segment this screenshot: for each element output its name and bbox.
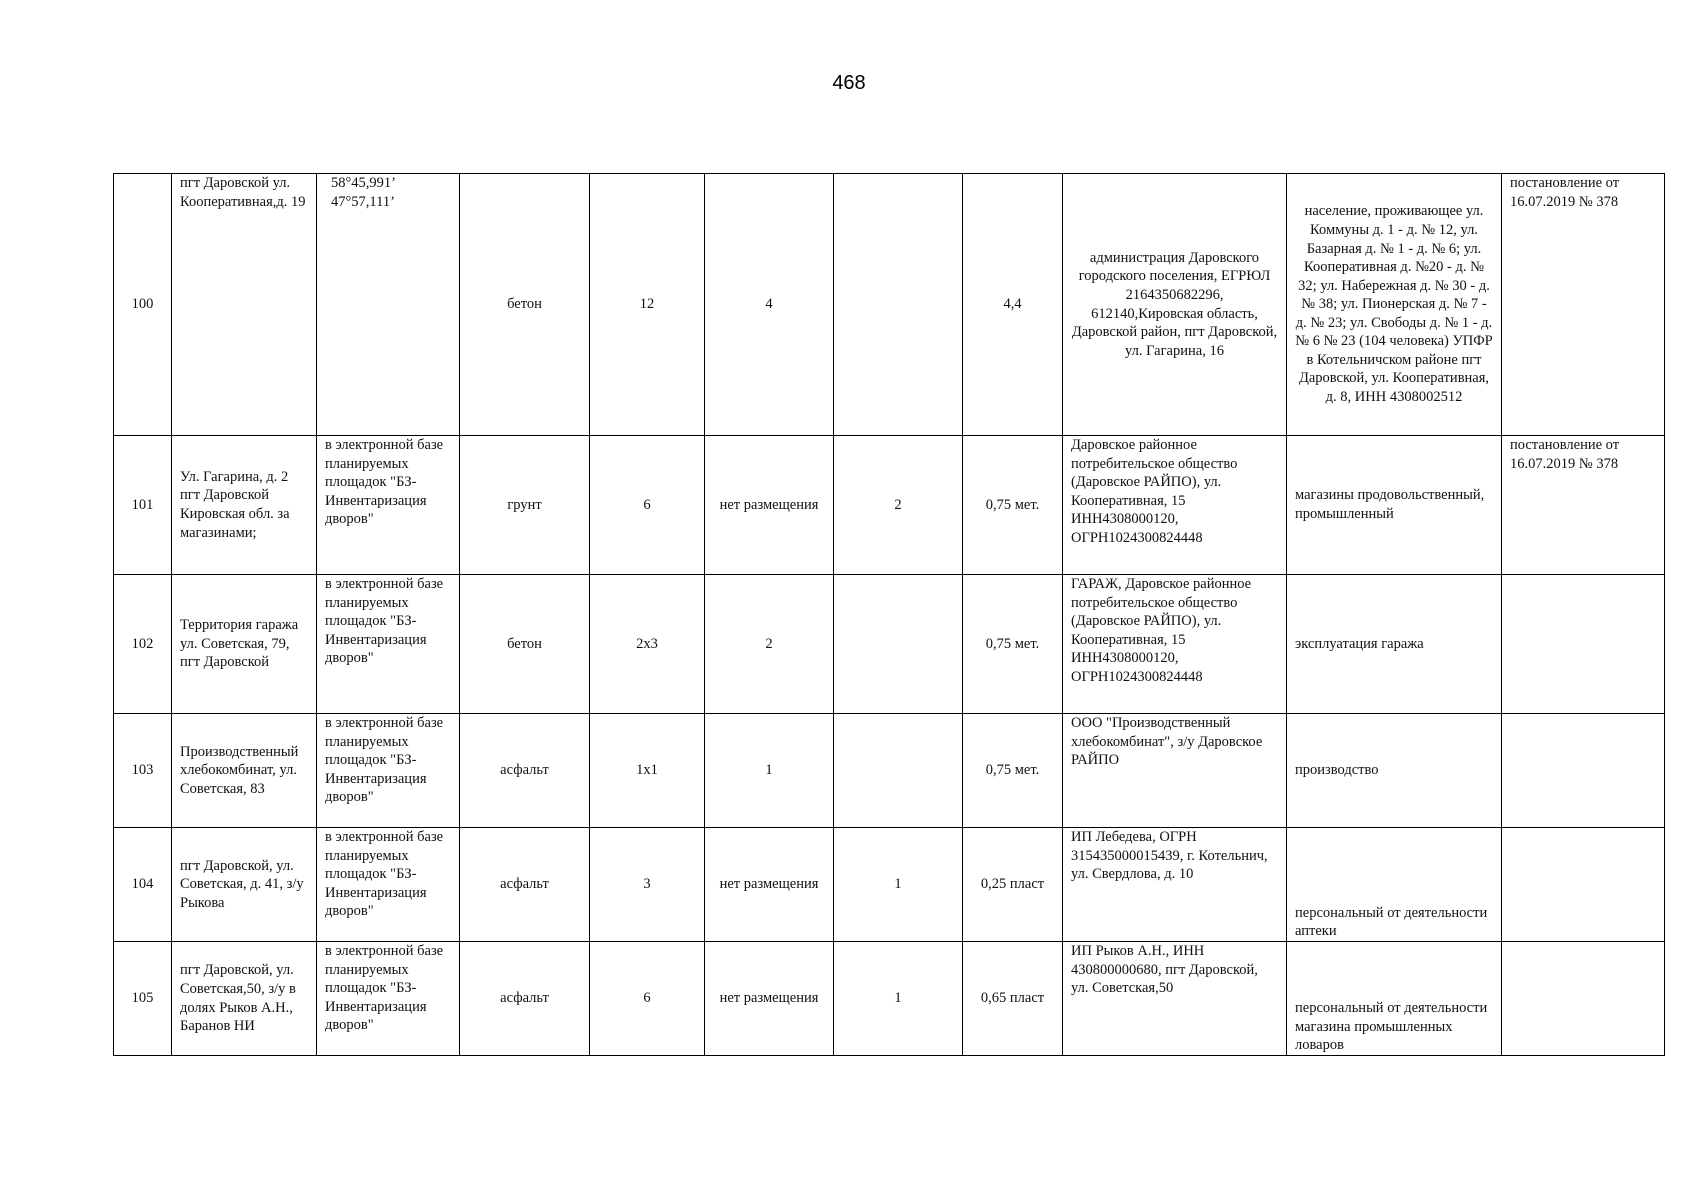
decision-cell: постановление от 16.07.2019 № 378 (1502, 174, 1665, 436)
owner-cell: ИП Рыков А.Н., ИНН 430800000680, пгт Даровской, ул. Советская,50 (1063, 942, 1287, 1056)
containers-cell: нет размещения (705, 942, 834, 1056)
bunker-cell (834, 575, 963, 714)
surface-cell: асфальт (460, 714, 590, 828)
decision-cell: постановление от 16.07.2019 № 378 (1502, 436, 1665, 575)
containers-cell: нет размещения (705, 828, 834, 942)
basis-cell: в электронной базе планируемых площадок "БЗ-Инвентаризация дворов" (317, 714, 460, 828)
surface-cell: бетон (460, 174, 590, 436)
surface-cell: бетон (460, 575, 590, 714)
volume-cell: 0,75 мет. (963, 436, 1063, 575)
decision-cell (1502, 828, 1665, 942)
basis-cell: в электронной базе планируемых площадок "БЗ-Инвентаризация дворов" (317, 575, 460, 714)
owner-cell: ООО "Производственный хлебокомбинат", з/у Даровское РАЙПО (1063, 714, 1287, 828)
basis-cell: в электронной базе планируемых площадок "БЗ-Инвентаризация дворов" (317, 942, 460, 1056)
area-cell: 1х1 (590, 714, 705, 828)
decision-cell (1502, 714, 1665, 828)
location-cell: пгт Даровской, ул. Советская, д. 41, з/у Рыкова (172, 828, 317, 942)
row-number: 101 (114, 436, 172, 575)
row-number: 102 (114, 575, 172, 714)
table-row (114, 828, 1665, 942)
owner-cell: администрация Даровского городского поселения, ЕГРЮЛ 2164350682296, 612140,Кировская область, Даровской район, пгт Даровской, ул. Гагарина, 16 (1063, 174, 1287, 436)
decision-cell (1502, 575, 1665, 714)
sources-cell: население, проживающее ул. Коммуны д. 1 - д. № 12, ул. Базарная д. № 1 - д. № 6; ул. Кооперативная д. №20 - д. № 32; ул. Набережная д. № 30 - д. № 38; ул. Пионерская д. № 7 - д. № 23; ул. Свободы д. № 1 - д. № 6 № 23 (104 человека) УПФР в Котельничском районе пгт Даровской, ул. Кооперативная, д. 8, ИНН 4308002512 (1287, 174, 1502, 436)
bunker-cell (834, 174, 963, 436)
table-row (114, 436, 1665, 575)
surface-cell: асфальт (460, 942, 590, 1056)
bunker-cell: 2 (834, 436, 963, 575)
area-cell: 3 (590, 828, 705, 942)
sources-cell: эксплуатация гаража (1287, 575, 1502, 714)
decision-cell (1502, 942, 1665, 1056)
surface-cell: грунт (460, 436, 590, 575)
bunker-cell (834, 714, 963, 828)
sources-cell: персональный от деятельности аптеки (1287, 828, 1502, 942)
location-cell: Производственный хлебокомбинат, ул. Советская, 83 (172, 714, 317, 828)
page-number: 468 (832, 72, 866, 94)
containers-cell: 4 (705, 174, 834, 436)
bunker-cell: 1 (834, 828, 963, 942)
location-cell: пгт Даровской ул. Кооперативная,д. 19 (172, 174, 317, 436)
sources-cell: производство (1287, 714, 1502, 828)
latitude: 58°45,991’ (331, 175, 397, 191)
longitude: 47°57,111’ (331, 193, 395, 210)
row-number: 103 (114, 714, 172, 828)
owner-cell: ГАРАЖ, Даровское районное потребительское общество (Даровское РАЙПО), ул. Кооперативная, 15 ИНН4308000120, ОГРН1024300824448 (1063, 575, 1287, 714)
row-number: 105 (114, 942, 172, 1056)
basis-cell: в электронной базе планируемых площадок "БЗ-Инвентаризация дворов" (317, 828, 460, 942)
area-cell: 6 (590, 942, 705, 1056)
containers-cell: 2 (705, 575, 834, 714)
sources-cell: персональный от деятельности магазина промышленных ловаров (1287, 942, 1502, 1056)
containers-cell: 1 (705, 714, 834, 828)
sources-cell: магазины продовольственный, промышленный (1287, 436, 1502, 575)
owner-cell: ИП Лебедева, ОГРН 315435000015439, г. Котельнич, ул. Свердлова, д. 10 (1063, 828, 1287, 942)
table-row (114, 575, 1665, 714)
volume-cell: 0,75 мет. (963, 575, 1063, 714)
surface-cell: асфальт (460, 828, 590, 942)
row-number: 104 (114, 828, 172, 942)
containers-cell: нет размещения (705, 436, 834, 575)
location-cell: Территория гаража ул. Советская, 79, пгт Даровской (172, 575, 317, 714)
area-cell: 6 (590, 436, 705, 575)
row-number: 100 (114, 174, 172, 436)
bunker-cell: 1 (834, 942, 963, 1056)
location-cell: Ул. Гагарина, д. 2 пгт Даровской Кировская обл. за магазинами; (172, 436, 317, 575)
volume-cell: 0,25 пласт (963, 828, 1063, 942)
table-row (114, 174, 1665, 436)
table-row (114, 714, 1665, 828)
basis-cell: в электронной базе планируемых площадок "БЗ-Инвентаризация дворов" (317, 436, 460, 575)
volume-cell: 0,65 пласт (963, 942, 1063, 1056)
volume-cell: 4,4 (963, 174, 1063, 436)
waste-sites-table (113, 173, 1665, 1056)
coordinates-cell (317, 174, 460, 436)
location-cell: пгт Даровской, ул. Советская,50, з/у в долях Рыков А.Н., Баранов НИ (172, 942, 317, 1056)
volume-cell: 0,75 мет. (963, 714, 1063, 828)
owner-cell: Даровское районное потребительское общество (Даровское РАЙПО), ул. Кооперативная, 15 ИНН4308000120, ОГРН1024300824448 (1063, 436, 1287, 575)
table-row (114, 942, 1665, 1056)
area-cell: 12 (590, 174, 705, 436)
area-cell: 2х3 (590, 575, 705, 714)
